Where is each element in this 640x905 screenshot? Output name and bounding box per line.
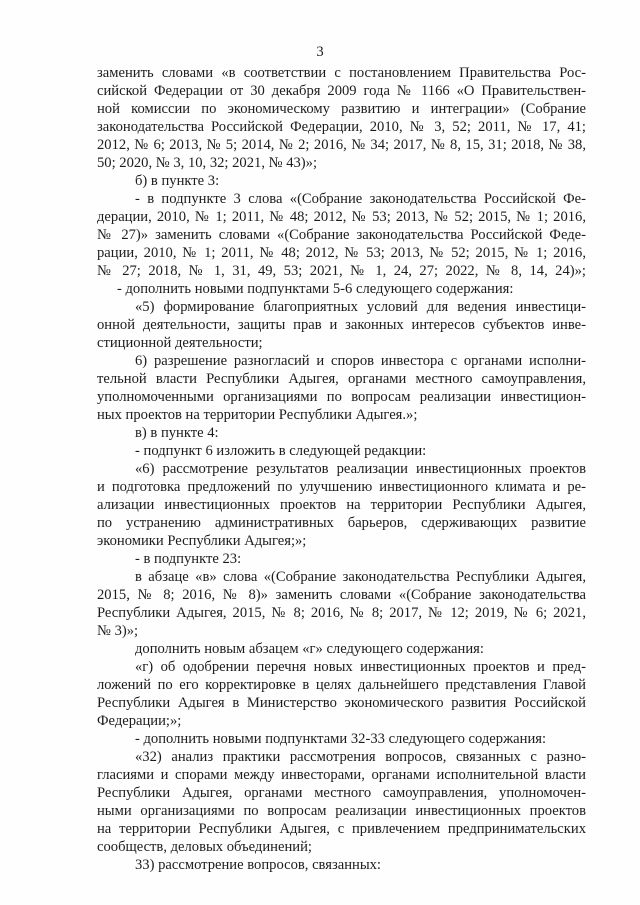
- text-line: № 27; 2018, № 1, 31, 49, 53; 2021, № 1, 24, 27; 2022, № 8, 14, 24)»;: [97, 263, 586, 279]
- text-line: «г) об одобрении перечня новых инвестиционных проектов и пред-: [135, 659, 586, 675]
- text-line: ными организациями по вопросам реализации инвестиционных проектов: [97, 803, 586, 819]
- text-line: - подпункт 6 изложить в следующей редакции:: [135, 443, 427, 459]
- text-line: б) в пункте 3:: [135, 173, 220, 189]
- text-line: - дополнить новыми подпунктами 32-33 следующего содержания:: [135, 731, 547, 747]
- text-line: по устранению административных барьеров, сдерживающих развитие: [97, 515, 586, 531]
- text-line: Республики Адыгея, 2015, № 8; 2016, № 8; 2017, № 12; 2019, № 6; 2021,: [97, 605, 586, 621]
- text-line: 2012, № 6; 2013, № 5; 2014, № 2; 2016, № 34; 2017, № 8, 15, 31; 2018, № 38,: [97, 137, 586, 153]
- text-line: онной деятельности, защиты прав и законных интересов субъектов инве-: [97, 317, 586, 333]
- text-line: дополнить новым абзацем «г» следующего содержания:: [135, 641, 484, 657]
- text-line: «5) формирование благоприятных условий для ведения инвестици-: [135, 299, 586, 315]
- text-line: заменить словами «в соответствии с постановлением Правительства Рос-: [97, 65, 586, 81]
- text-line: - дополнить новыми подпунктами 5-6 следующего содержания:: [117, 281, 514, 297]
- text-line: 6) разрешение разногласий и споров инвестора с органами исполни-: [135, 353, 586, 369]
- text-line: сообществ, деловых объединений;: [97, 839, 312, 855]
- text-line: ложений по его корректировке в целях дальнейшего представления Главой: [97, 677, 586, 693]
- text-line: в) в пункте 4:: [135, 425, 219, 441]
- text-line: 2015, № 8; 2016, № 8)» заменить словами «(Собрание законодательства: [97, 587, 586, 603]
- text-line: 50; 2020, № 3, 10, 32; 2021, № 43)»;: [97, 155, 317, 171]
- text-line: № 27)» заменить словами «(Собрание законодательства Российской Феде-: [97, 227, 586, 243]
- text-line: ализации инвестиционных проектов на территории Республики Адыгея,: [97, 497, 586, 513]
- text-line: Республики Адыгея в Министерство экономического развития Российской: [97, 695, 586, 711]
- text-line: стиционной деятельности;: [97, 335, 263, 351]
- text-line: рации, 2010, № 1; 2011, № 48; 2012, № 53; 2013, № 52; 2015, № 1; 2016,: [97, 245, 586, 261]
- text-line: Республики Адыгея, органами местного самоуправления, уполномочен-: [97, 785, 586, 801]
- text-line: - в подпункте 23:: [135, 551, 242, 567]
- text-line: тельной власти Республики Адыгея, органами местного самоуправления,: [97, 371, 586, 387]
- text-line: - в подпункте 3 слова «(Собрание законодательства Российской Фе-: [135, 191, 586, 207]
- text-line: экономики Республики Адыгея;»;: [97, 533, 307, 549]
- text-line: и подготовка предложений по улучшению инвестиционного климата и ре-: [97, 479, 586, 495]
- page-number: 3: [316, 44, 324, 60]
- text-line: ных проектов на территории Республики Адыгея.»;: [97, 407, 418, 423]
- text-line: на территории Республики Адыгея, с привлечением предпринимательских: [97, 821, 586, 837]
- text-line: дерации, 2010, № 1; 2011, № 48; 2012, № 53; 2013, № 52; 2015, № 1; 2016,: [97, 209, 586, 225]
- text-line: гласиями и спорами между инвесторами, органами исполнительной власти: [97, 767, 586, 783]
- text-line: «32) анализ практики рассмотрения вопросов, связанных с разно-: [135, 749, 586, 765]
- text-line: уполномоченными организациями по вопросам реализации инвестицион-: [97, 389, 586, 405]
- text-line: № 3)»;: [97, 623, 139, 639]
- text-line: «6) рассмотрение результатов реализации инвестиционных проектов: [135, 461, 586, 477]
- text-line: сийской Федерации от 30 декабря 2009 года № 1166 «О Правительствен-: [97, 83, 586, 99]
- text-line: 33) рассмотрение вопросов, связанных:: [135, 857, 381, 873]
- text-line: Федерации;»;: [97, 713, 182, 729]
- text-line: законодательства Российской Федерации, 2010, № 3, 52; 2011, № 17, 41;: [97, 119, 586, 135]
- text-line: в абзаце «в» слова «(Собрание законодательства Республики Адыгея,: [135, 569, 586, 585]
- text-line: ной комиссии по экономическому развитию и интеграции» (Собрание: [97, 101, 586, 117]
